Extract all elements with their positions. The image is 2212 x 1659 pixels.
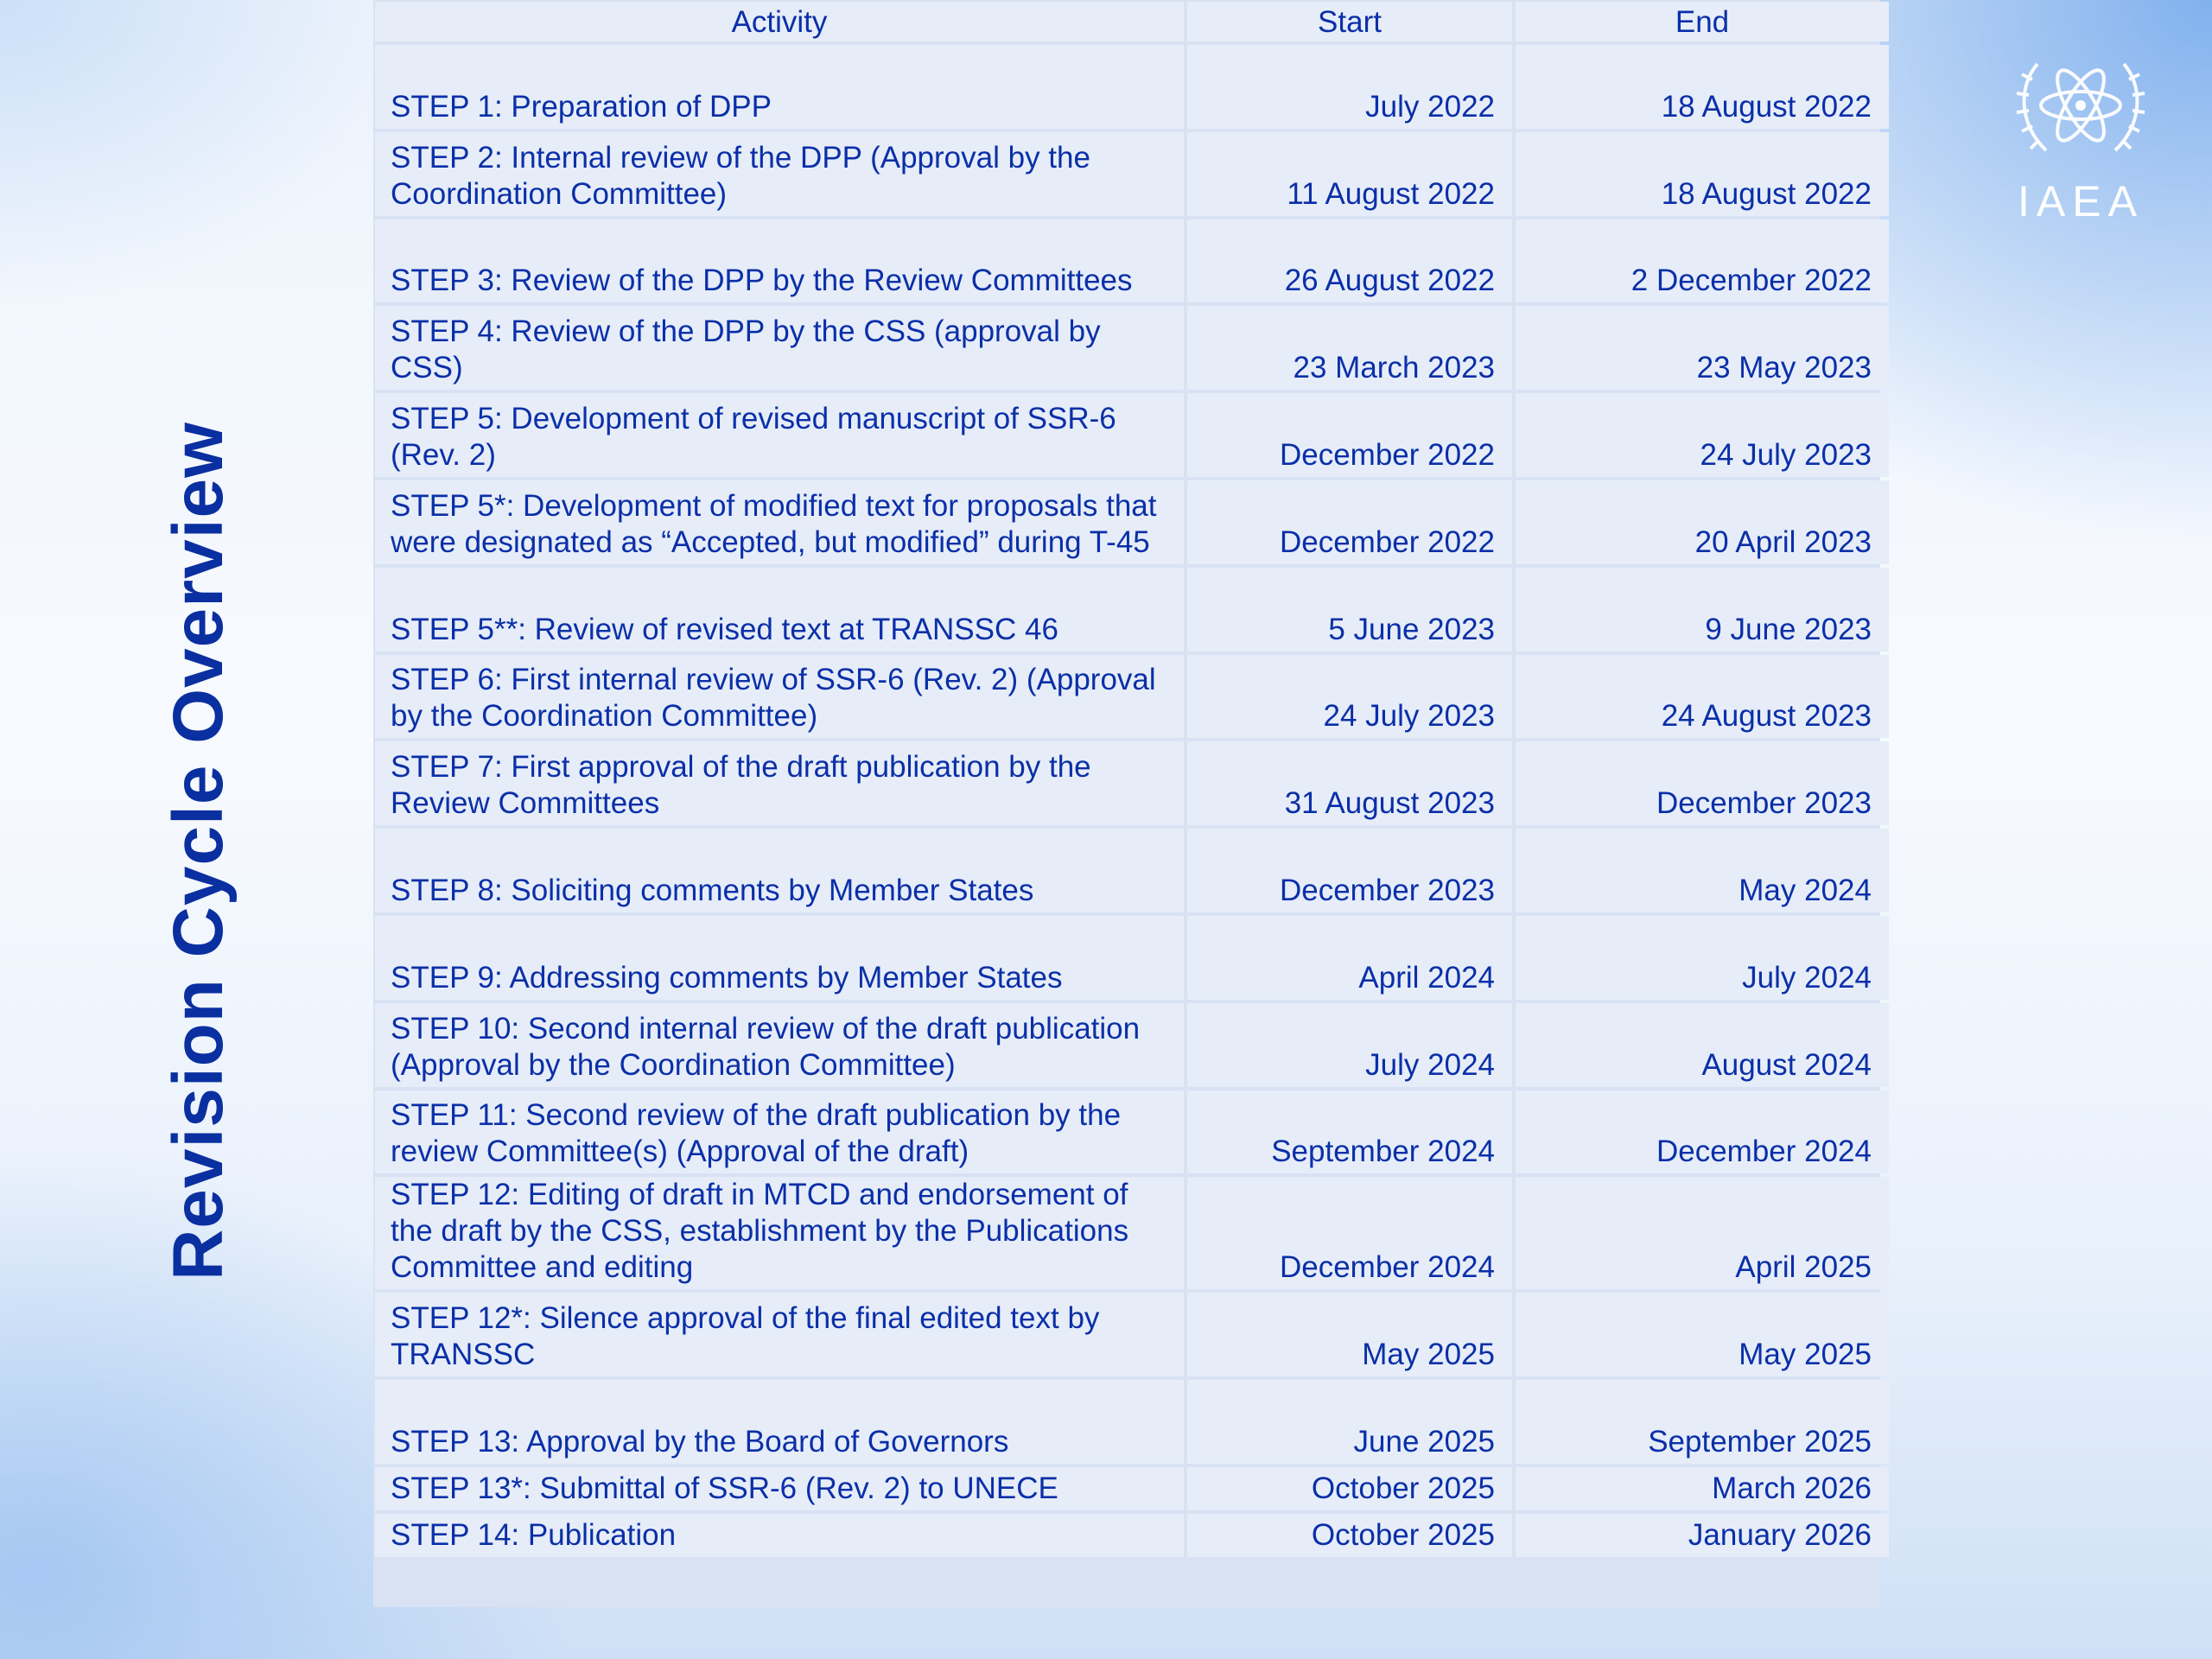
activity-cell: STEP 3: Review of the DPP by the Review Committees <box>375 219 1184 303</box>
start-cell: October 2025 <box>1187 1467 1512 1510</box>
end-cell: 20 April 2023 <box>1516 480 1889 564</box>
end-cell: May 2024 <box>1516 829 1889 912</box>
activity-cell: STEP 2: Internal review of the DPP (Approval by the Coordination Committee) <box>375 132 1184 216</box>
end-cell: March 2026 <box>1516 1467 1889 1510</box>
end-cell: 18 August 2022 <box>1516 132 1889 216</box>
activity-cell: STEP 7: First approval of the draft publication by the Review Committees <box>375 741 1184 825</box>
activity-cell: STEP 14: Publication <box>375 1514 1184 1557</box>
start-cell: 23 March 2023 <box>1187 306 1512 390</box>
activity-cell: STEP 13: Approval by the Board of Governors <box>375 1380 1184 1464</box>
activity-cell: STEP 5*: Development of modified text for proposals that were designated as “Accepted, but modified” during T-45 <box>375 480 1184 564</box>
start-cell: 31 August 2023 <box>1187 741 1512 825</box>
activity-cell: STEP 4: Review of the DPP by the CSS (approval by CSS) <box>375 306 1184 390</box>
start-cell: December 2024 <box>1187 1177 1512 1289</box>
end-cell: December 2023 <box>1516 741 1889 825</box>
end-cell: 23 May 2023 <box>1516 306 1889 390</box>
start-cell: September 2024 <box>1187 1090 1512 1174</box>
start-cell: 5 June 2023 <box>1187 568 1512 652</box>
activity-cell: STEP 12*: Silence approval of the final edited text by TRANSSC <box>375 1293 1184 1376</box>
activity-cell: STEP 1: Preparation of DPP <box>375 45 1184 129</box>
start-cell: December 2023 <box>1187 829 1512 912</box>
activity-cell: STEP 9: Addressing comments by Member States <box>375 916 1184 1000</box>
start-cell: July 2022 <box>1187 45 1512 129</box>
end-cell: December 2024 <box>1516 1090 1889 1174</box>
activity-cell: STEP 5: Development of revised manuscript of SSR-6 (Rev. 2) <box>375 393 1184 477</box>
end-cell: July 2024 <box>1516 916 1889 1000</box>
activity-cell: STEP 11: Second review of the draft publication by the review Committee(s) (Approval of the draft) <box>375 1090 1184 1174</box>
start-cell: 26 August 2022 <box>1187 219 1512 303</box>
end-cell: September 2025 <box>1516 1380 1889 1464</box>
activity-cell: STEP 13*: Submittal of SSR-6 (Rev. 2) to UNECE <box>375 1467 1184 1510</box>
start-cell: December 2022 <box>1187 393 1512 477</box>
end-cell: 9 June 2023 <box>1516 568 1889 652</box>
activity-cell: STEP 5**: Review of revised text at TRANSSC 46 <box>375 568 1184 652</box>
column-header-end: End <box>1516 2 1889 41</box>
end-cell: 2 December 2022 <box>1516 219 1889 303</box>
iaea-emblem-icon <box>2003 38 2158 176</box>
logo-text: IAEA <box>2018 177 2144 226</box>
start-cell: 11 August 2022 <box>1187 132 1512 216</box>
end-cell: 18 August 2022 <box>1516 45 1889 129</box>
activity-cell: STEP 6: First internal review of SSR-6 (Rev. 2) (Approval by the Coordination Committee) <box>375 655 1184 739</box>
iaea-logo <box>2003 38 2158 228</box>
start-cell: April 2024 <box>1187 916 1512 1000</box>
activity-cell: STEP 10: Second internal review of the draft publication (Approval by the Coordination Committee) <box>375 1003 1184 1087</box>
end-cell: May 2025 <box>1516 1293 1889 1376</box>
revision-schedule-table <box>373 0 1880 1607</box>
activity-cell: STEP 8: Soliciting comments by Member States <box>375 829 1184 912</box>
end-cell: January 2026 <box>1516 1514 1889 1557</box>
end-cell: August 2024 <box>1516 1003 1889 1087</box>
start-cell: December 2022 <box>1187 480 1512 564</box>
start-cell: June 2025 <box>1187 1380 1512 1464</box>
activity-cell: STEP 12: Editing of draft in MTCD and endorsement of the draft by the CSS, establishment by the Publications Committee and editing <box>375 1177 1184 1289</box>
end-cell: 24 July 2023 <box>1516 393 1889 477</box>
column-header-activity: Activity <box>375 2 1184 41</box>
end-cell: 24 August 2023 <box>1516 655 1889 739</box>
start-cell: May 2025 <box>1187 1293 1512 1376</box>
slide-title: Revision Cycle Overview <box>159 422 238 1281</box>
end-cell: April 2025 <box>1516 1177 1889 1289</box>
column-header-start: Start <box>1187 2 1512 41</box>
start-cell: July 2024 <box>1187 1003 1512 1087</box>
start-cell: 24 July 2023 <box>1187 655 1512 739</box>
start-cell: October 2025 <box>1187 1514 1512 1557</box>
